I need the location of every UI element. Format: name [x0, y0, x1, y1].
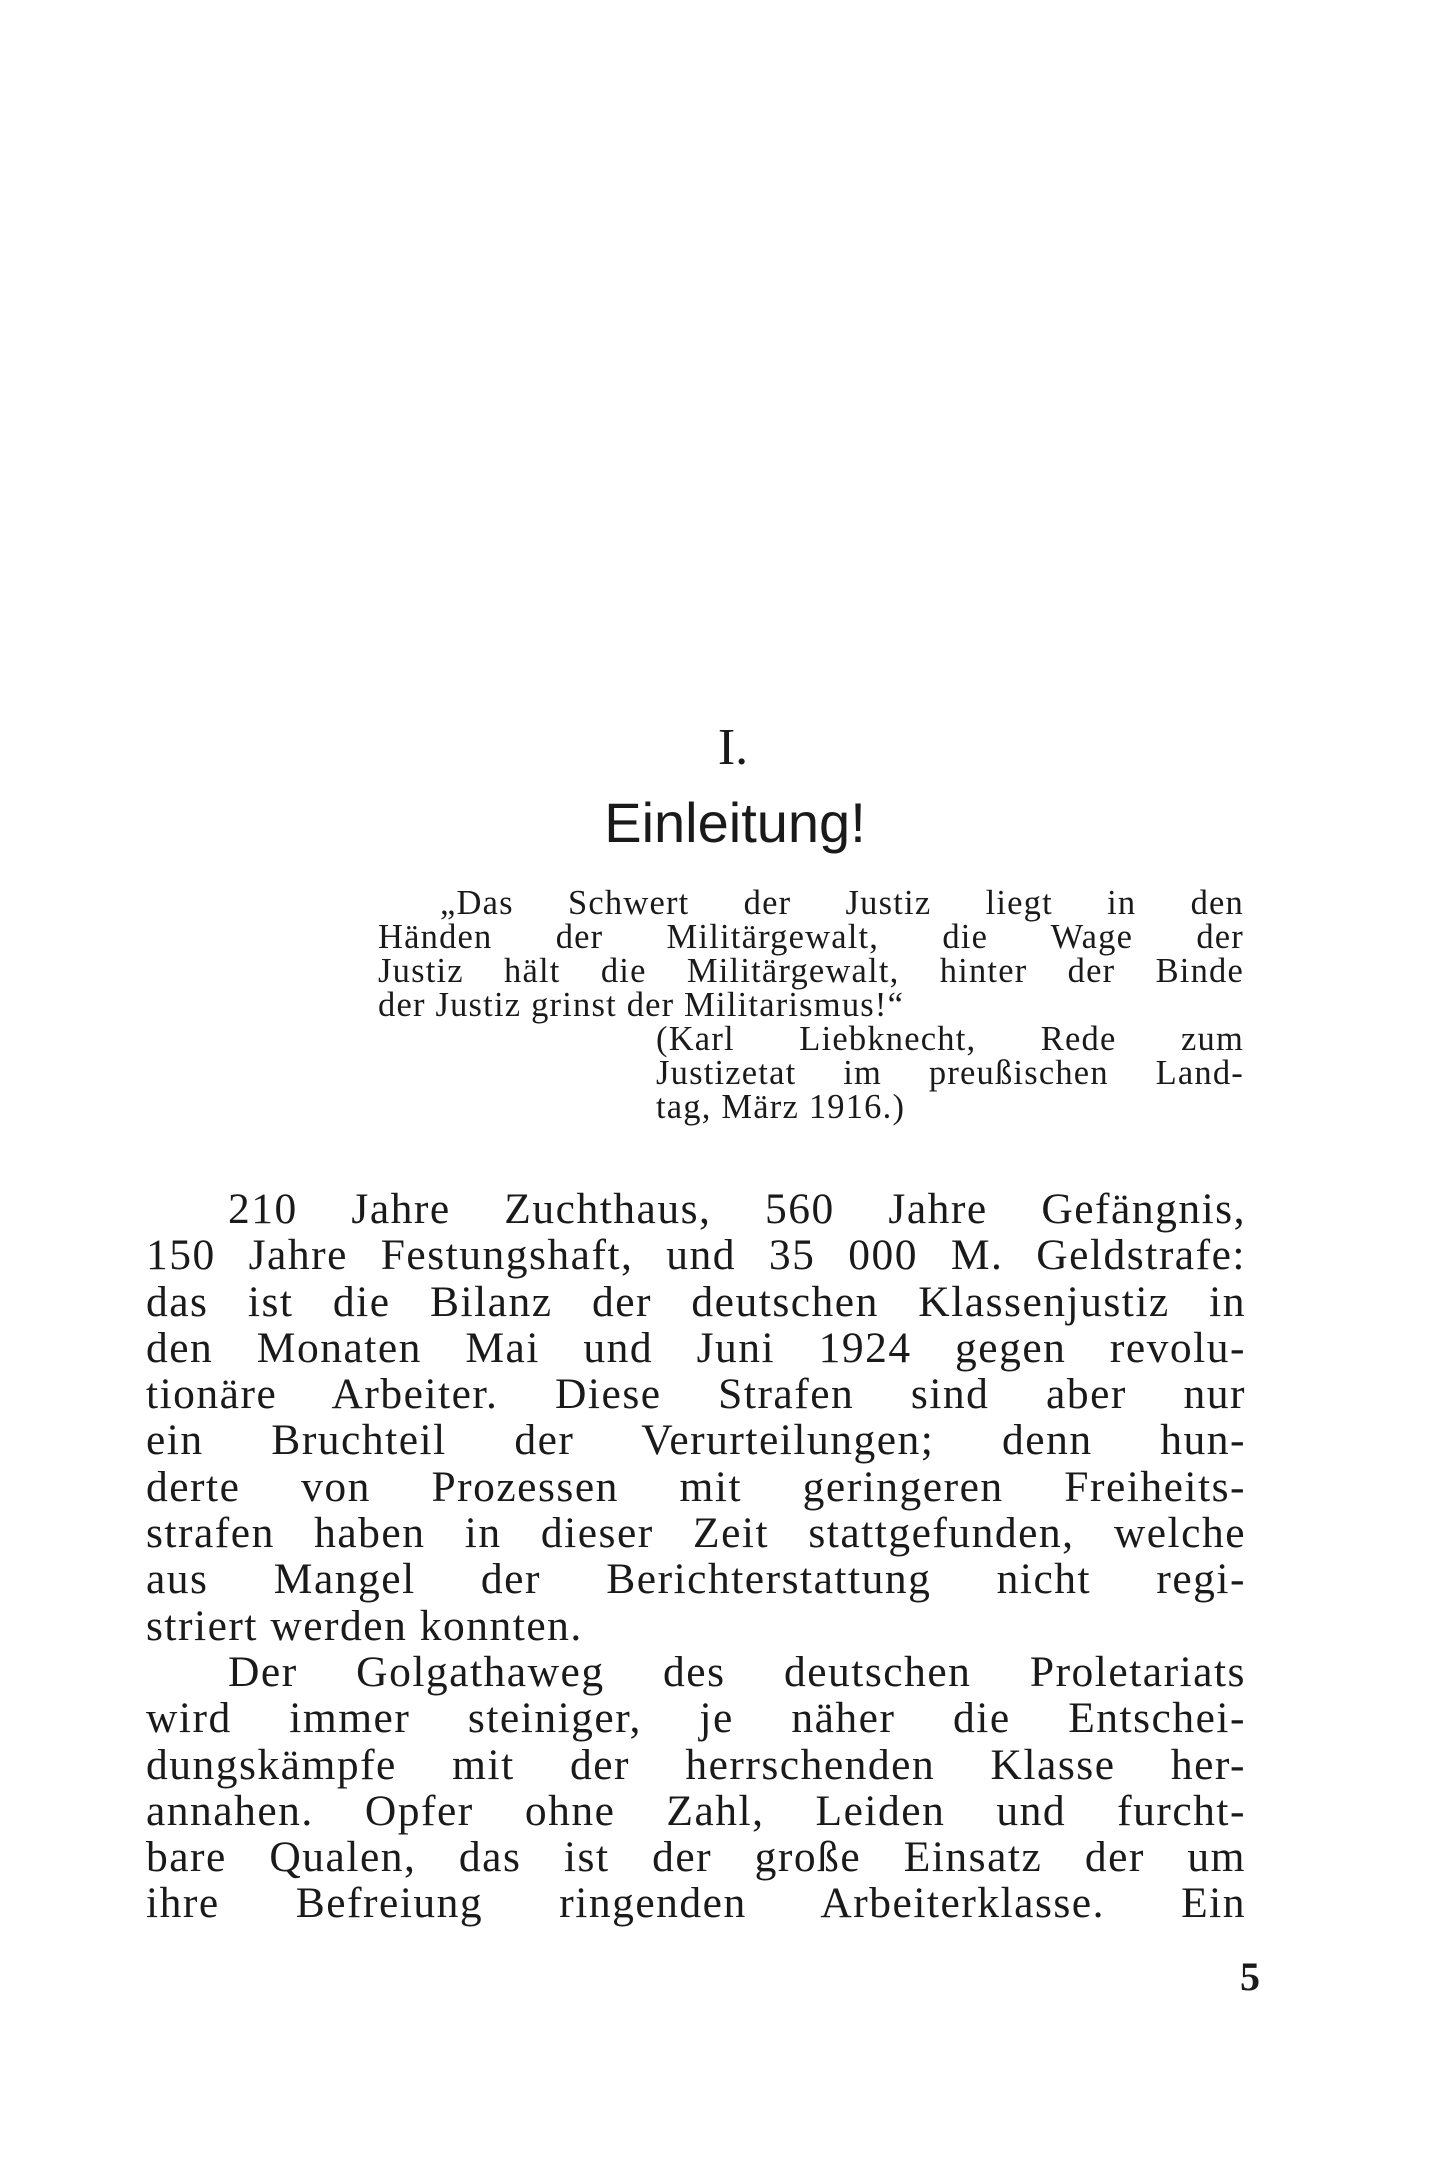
body-line: das ist die Bilanz der deutschen Klassenjustiz in — [146, 1277, 1246, 1326]
chapter-number: I. — [717, 719, 749, 776]
page-number: 5 — [1240, 1954, 1260, 1999]
body-line: tionäre Arbeiter. Diese Strafen sind aber nur — [146, 1370, 1246, 1419]
attribution-line: (Karl Liebknecht, Rede zum — [656, 1020, 1244, 1058]
attribution-line: tag, März 1916.) — [656, 1088, 906, 1126]
body-line: wird immer steiniger, je näher die Entschei- — [146, 1694, 1246, 1743]
body-line: derte von Prozessen mit geringeren Freiheits- — [146, 1462, 1246, 1511]
body-line: striert werden konnten. — [146, 1601, 583, 1650]
epigraph-line: Händen der Militärgewalt, die Wage der — [378, 918, 1244, 956]
body-line: 210 Jahre Zuchthaus, 560 Jahre Gefängnis, — [228, 1185, 1246, 1233]
body-line: bare Qualen, das ist der große Einsatz der um — [146, 1833, 1246, 1882]
chapter-title: Einleitung! — [604, 791, 866, 854]
body-line: Der Golgathaweg des deutschen Proletariats — [228, 1647, 1246, 1696]
body-line: ein Bruchteil der Verurteilungen; denn hun- — [146, 1416, 1246, 1465]
epigraph — [378, 886, 1244, 1124]
body-line: 150 Jahre Festungshaft, und 35 000 M. Geldstrafe: — [146, 1231, 1246, 1280]
epigraph-line: „Das Schwert der Justiz liegt in den — [440, 884, 1244, 922]
body-line: den Monaten Mai und Juni 1924 gegen revolu- — [146, 1323, 1246, 1372]
body-text — [146, 1186, 1246, 1927]
epigraph-line: Justiz hält die Militärgewalt, hinter der Binde — [378, 952, 1244, 990]
body-line: aus Mangel der Berichterstattung nicht regi- — [146, 1555, 1246, 1604]
body-line: ihre Befreiung ringenden Arbeiterklasse. Ein — [146, 1879, 1246, 1928]
body-line: dungskämpfe mit der herrschenden Klasse her- — [146, 1740, 1246, 1789]
epigraph-attribution — [656, 1022, 1244, 1124]
body-line: strafen haben in dieser Zeit stattgefunden, welche — [146, 1509, 1246, 1558]
attribution-line: Justizetat im preußischen Land- — [656, 1054, 1244, 1092]
body-line: annahen. Opfer ohne Zahl, Leiden und furcht- — [146, 1786, 1246, 1835]
epigraph-line: der Justiz grinst der Militarismus!“ — [378, 986, 905, 1024]
